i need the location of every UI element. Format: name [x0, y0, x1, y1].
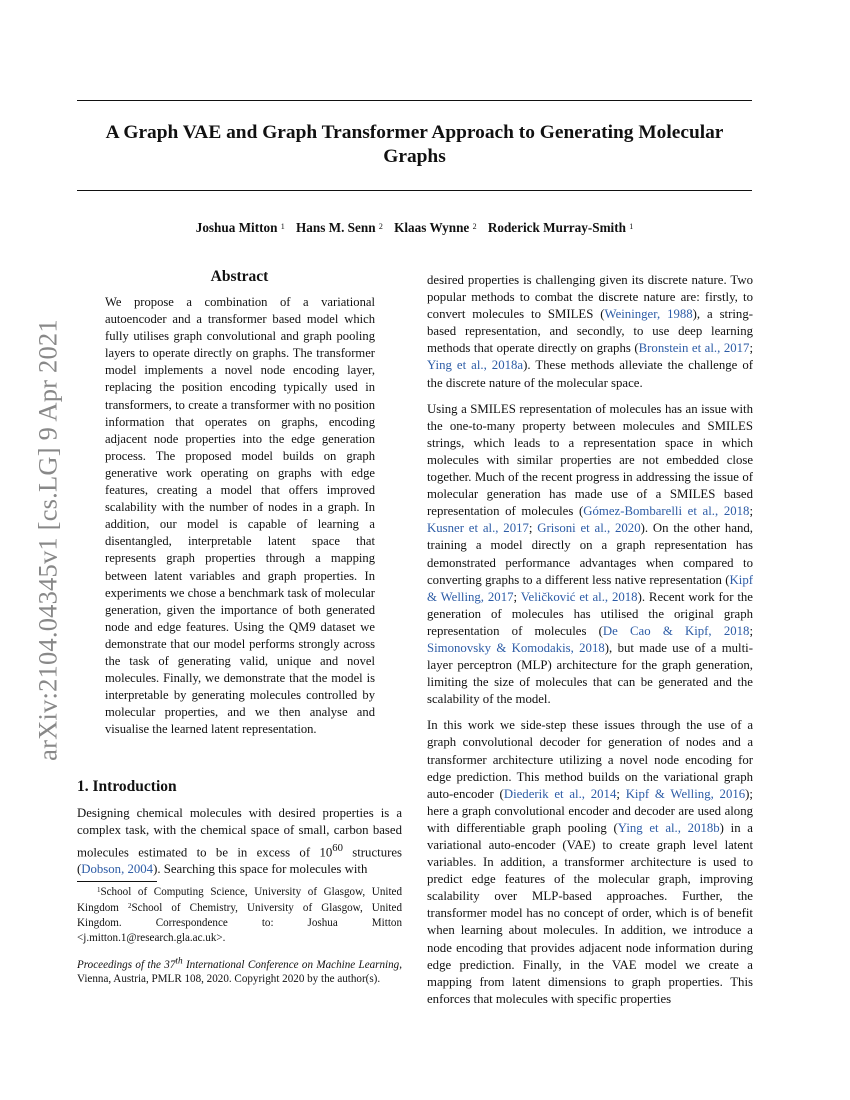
paragraph-text: ;: [513, 589, 521, 604]
right-column: [427, 272, 753, 1017]
author-affiliation: 1: [629, 222, 634, 231]
paragraph-text: ;: [749, 504, 753, 519]
title-rule-bottom: [77, 190, 752, 191]
title-rule-top: [77, 100, 752, 101]
intro-text-part: structures (: [77, 844, 403, 877]
abstract-text: We propose a combination of a variational autoencoder and a transformer based model which fully utilises graph convolutional and graph pooling layers to operate directly on graphs. The transformer model implements a novel node encoding layer, replacing the position encoding typically used in transformers, to create a transformer with no position information that operates on graphs, encoding adjacent node properties into the edge generation process. The proposed model builds on graph generative work operating on graphs with edge features, creating a model that offers improved scalability with the number of nodes in a graph. In addition, our model is capable of learning a disentangled, interpretable latent space that represents graph properties through a mapping between latent variables and graph properties. In experiments we chose a benchmark task of molecular generation, given the importance of both generated node and edge features. Using the QM9 dataset we demonstrate that our model performs strongly across the task of generating valid, unique and novel molecules. Finally, we demonstrate that the model is interpretable by generating molecules controlled by molecular properties, and we then analyse and visualise the learned latent representation.: [105, 295, 375, 737]
citation-link[interactable]: Ying et al., 2018b: [617, 820, 720, 835]
paragraph-text: Using a SMILES representation of molecules has an issue with the one-to-many property between molecules and SMILES strings, which leads to a representation space in which molecules with similar properties are not embedded close together. Much of the recent progress in addressing the issue of molecular generation has made use of a SMILES based representation of molecules (: [427, 401, 753, 519]
paragraph-text: ;: [749, 623, 753, 638]
paragraph-text: ;: [749, 341, 753, 356]
author-affiliation: 1: [280, 222, 285, 231]
proceedings-note: [77, 954, 402, 987]
author: [394, 220, 476, 235]
author-name: Hans M. Senn: [296, 220, 376, 235]
paragraph-text: ). These methods alleviate the challenge of the discrete nature of the molecular space.: [427, 358, 753, 390]
paragraph: [427, 401, 753, 709]
footnote-marker: 2: [127, 901, 132, 910]
author-name: Joshua Mitton: [195, 220, 278, 235]
citation-link[interactable]: Simonovsky & Komodakis, 2018: [427, 640, 605, 655]
author: [488, 220, 633, 235]
citation-link[interactable]: De Cao & Kipf, 2018: [602, 623, 750, 638]
paragraph-text: In this work we side-step these issues through the use of a graph convolutional decoder for generation of nodes and a transformer architecture utilizing a novel node encoding for edge prediction. This method builds on the variational graph auto-encoder (: [427, 718, 753, 801]
paragraph-text: ;: [616, 786, 626, 801]
paragraph-text: ) in a variational auto-encoder (VAE) to create graph level latent variables. In addition, a transformer architecture is used to predict edge features of the molecular graph, improving scalability over MLP-based approaches. Further, the transformer model has no concept of order, which is of benefit when learning about molecules. In addition, we introduce a node encoding that provides adjacent node information during edge prediction. Finally, in the VAE model we create a mapping from latent dimensions to graph properties. This enforces that molecules with specific properties: [427, 820, 753, 1006]
paragraph-text: ). On the other hand, training a model directly on a graph representation has demonstrated performance advantages when compared to converting graphs to a different less native representation (: [427, 521, 753, 587]
proceedings-sup: th: [175, 956, 183, 966]
footnote-marker: 1: [96, 886, 101, 894]
proceedings-text: International Conference on Machine Learning: [182, 958, 400, 971]
author: [196, 220, 285, 235]
author-list: [77, 220, 752, 236]
intro-text-part: Designing chemical molecules with desired properties is a complex task, with the chemical space of small, carbon based molecules estimated to be in excess of 10: [77, 806, 402, 859]
paragraph-text: ), but made use of a multi-layer perceptron (MLP) architecture for the graph generation, limiting the size of molecules that can be generated and the scalability of the model.: [427, 640, 753, 707]
citation-link[interactable]: Dobson, 2004: [81, 862, 154, 877]
author-affiliation: 2: [378, 222, 383, 231]
footnote-rule: [77, 881, 157, 882]
author: [296, 220, 383, 235]
intro-text-part: ). Searching this space for molecules with: [153, 862, 368, 877]
proceedings-text: Proceedings of the 37: [77, 958, 176, 971]
footnote-text: School of Chemistry, University of Glasgow, United Kingdom. Correspondence to: Joshua Mitton <j.mitton.1@research.gla.ac.uk>.: [77, 901, 402, 944]
author-affiliation: 2: [472, 222, 477, 231]
paragraph-text: desired properties is challenging given its discrete nature. Two popular methods to combat the discrete nature are: firstly, to convert molecules to SMILES (: [427, 273, 753, 322]
citation-link[interactable]: Gómez-Bombarelli et al., 2018: [583, 504, 750, 519]
citation-link[interactable]: Bronstein et al., 2017: [638, 341, 750, 356]
author-name: Klaas Wynne: [394, 220, 470, 235]
footnote-text: School of Computing Science, University of Glasgow, United Kingdom: [77, 886, 402, 914]
citation-link[interactable]: Kipf & Welling, 2017: [427, 572, 753, 604]
citation-link[interactable]: Diederik et al., 2014: [503, 786, 617, 801]
citation-link[interactable]: Kusner et al., 2017: [427, 521, 529, 536]
paragraph-text: ). Recent work for the generation of molecules has utilised the original graph representation of molecules (: [427, 589, 753, 638]
introduction-paragraph: [77, 805, 402, 878]
citation-link[interactable]: Ying et al., 2018a: [427, 358, 524, 373]
abstract-heading: Abstract: [210, 268, 269, 285]
arxiv-identifier-sidebar: arXiv:2104.04345v1 [cs.LG] 9 Apr 2021: [32, 319, 63, 761]
paragraph-text: ); here a graph convolutional encoder and decoder are used along with differentiable graph pooling (: [427, 786, 753, 835]
citation-link[interactable]: Kipf & Welling, 2016: [625, 786, 746, 801]
paragraph: [427, 717, 753, 1008]
paragraph-text: ;: [528, 521, 538, 536]
affiliation-footnote: [77, 885, 402, 945]
citation-link[interactable]: Grisoni et al., 2020: [537, 521, 641, 536]
paragraph-text: ), a string-based representation, and secondly, to use deep learning methods that operate directly on graphs (: [427, 307, 753, 356]
citation-link[interactable]: Veličković et al., 2018: [520, 589, 638, 604]
paper-title: A Graph VAE and Graph Transformer Approach to Generating Molecular Graphs: [105, 122, 724, 167]
paragraph: [427, 272, 753, 392]
proceedings-text: , Vienna, Austria, PMLR 108, 2020. Copyright 2020 by the author(s).: [77, 958, 402, 986]
citation-link[interactable]: Weininger, 1988: [604, 307, 693, 322]
exponent: 60: [332, 842, 343, 854]
author-name: Roderick Murray-Smith: [487, 220, 626, 235]
introduction-heading: 1. Introduction: [77, 778, 177, 795]
